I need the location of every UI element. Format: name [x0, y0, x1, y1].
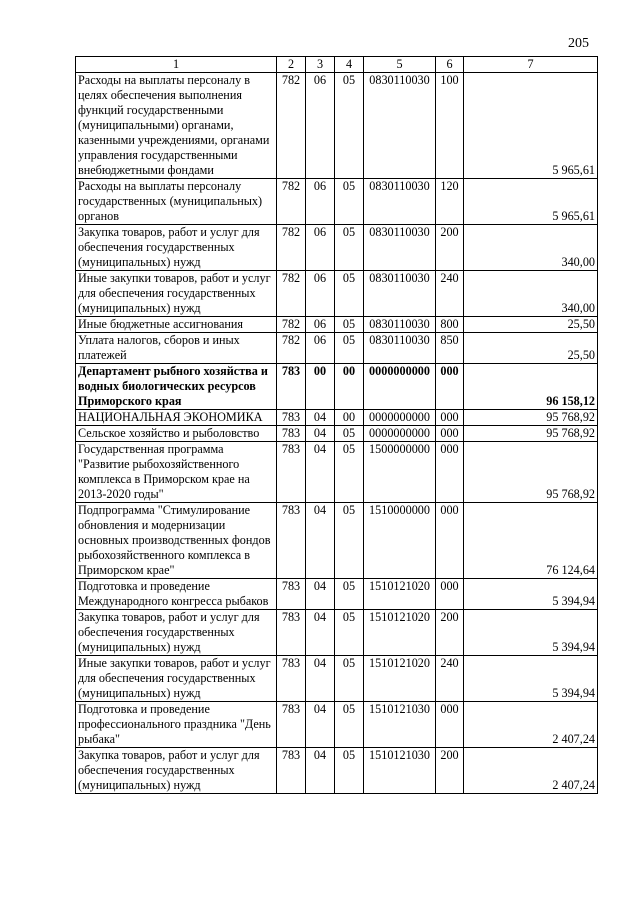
column-header-1: 1: [76, 57, 277, 73]
table-row: [76, 656, 598, 702]
row-name-cell: Департамент рыбного хозяйства и водных биологических ресурсов Приморского края: [76, 364, 277, 410]
section-code-cell: 06: [306, 73, 335, 179]
subsection-code-cell: 05: [335, 579, 364, 610]
table-header-row: [76, 57, 598, 73]
row-name-cell: Закупка товаров, работ и услуг для обеспечения государственных (муниципальных) нужд: [76, 748, 277, 794]
row-name-cell: Подготовка и проведение Международного конгресса рыбаков: [76, 579, 277, 610]
table-row: [76, 225, 598, 271]
table-row: [76, 442, 598, 503]
amount-cell: 5 394,94: [464, 579, 598, 610]
section-code-cell: 00: [306, 364, 335, 410]
row-name-cell: Иные закупки товаров, работ и услуг для обеспечения государственных (муниципальных) нужд: [76, 271, 277, 317]
expense-type-cell: 000: [436, 410, 464, 426]
ministry-code-cell: 783: [277, 610, 306, 656]
expense-type-cell: 000: [436, 579, 464, 610]
row-name-cell: Иные бюджетные ассигнования: [76, 317, 277, 333]
ministry-code-cell: 783: [277, 579, 306, 610]
table-row: [76, 364, 598, 410]
subsection-code-cell: 05: [335, 748, 364, 794]
table-row: [76, 179, 598, 225]
section-code-cell: 04: [306, 442, 335, 503]
ministry-code-cell: 783: [277, 410, 306, 426]
section-code-cell: 04: [306, 579, 335, 610]
section-code-cell: 04: [306, 503, 335, 579]
subsection-code-cell: 05: [335, 179, 364, 225]
section-code-cell: 06: [306, 225, 335, 271]
subsection-code-cell: 05: [335, 271, 364, 317]
target-article-cell: 1510121030: [364, 702, 436, 748]
ministry-code-cell: 783: [277, 442, 306, 503]
row-name-cell: Закупка товаров, работ и услуг для обеспечения государственных (муниципальных) нужд: [76, 610, 277, 656]
target-article-cell: 1500000000: [364, 442, 436, 503]
table-row: [76, 748, 598, 794]
target-article-cell: 1510121020: [364, 579, 436, 610]
target-article-cell: 0000000000: [364, 364, 436, 410]
row-name-cell: Государственная программа "Развитие рыбохозяйственного комплекса в Приморском крае на 2013-2020 годы": [76, 442, 277, 503]
amount-cell: 5 394,94: [464, 656, 598, 702]
target-article-cell: 1510000000: [364, 503, 436, 579]
ministry-code-cell: 783: [277, 426, 306, 442]
column-header-4: 4: [335, 57, 364, 73]
section-code-cell: 06: [306, 179, 335, 225]
row-name-cell: Уплата налогов, сборов и иных платежей: [76, 333, 277, 364]
row-name-cell: Сельское хозяйство и рыболовство: [76, 426, 277, 442]
table-row: [76, 271, 598, 317]
page-number: 205: [568, 36, 589, 51]
expense-type-cell: 000: [436, 364, 464, 410]
budget-table: [75, 56, 598, 794]
subsection-code-cell: 05: [335, 317, 364, 333]
table-row: [76, 579, 598, 610]
subsection-code-cell: 05: [335, 656, 364, 702]
subsection-code-cell: 05: [335, 426, 364, 442]
section-code-cell: 04: [306, 702, 335, 748]
ministry-code-cell: 782: [277, 73, 306, 179]
subsection-code-cell: 00: [335, 364, 364, 410]
table-row: [76, 410, 598, 426]
ministry-code-cell: 782: [277, 225, 306, 271]
expense-type-cell: 000: [436, 442, 464, 503]
target-article-cell: 0830110030: [364, 225, 436, 271]
amount-cell: 340,00: [464, 225, 598, 271]
subsection-code-cell: 00: [335, 410, 364, 426]
amount-cell: 5 394,94: [464, 610, 598, 656]
row-name-cell: НАЦИОНАЛЬНАЯ ЭКОНОМИКА: [76, 410, 277, 426]
expense-type-cell: 000: [436, 702, 464, 748]
amount-cell: 2 407,24: [464, 748, 598, 794]
amount-cell: 95 768,92: [464, 442, 598, 503]
section-code-cell: 04: [306, 410, 335, 426]
column-header-6: 6: [436, 57, 464, 73]
ministry-code-cell: 782: [277, 271, 306, 317]
expense-type-cell: 200: [436, 225, 464, 271]
section-code-cell: 06: [306, 333, 335, 364]
row-name-cell: Подпрограмма "Стимулирование обновления и модернизации основных производственных фондов рыбохозяйственного комплекса в Приморском крае": [76, 503, 277, 579]
amount-cell: 96 158,12: [464, 364, 598, 410]
target-article-cell: 0830110030: [364, 179, 436, 225]
ministry-code-cell: 783: [277, 702, 306, 748]
subsection-code-cell: 05: [335, 333, 364, 364]
ministry-code-cell: 783: [277, 748, 306, 794]
section-code-cell: 06: [306, 271, 335, 317]
expense-type-cell: 800: [436, 317, 464, 333]
subsection-code-cell: 05: [335, 503, 364, 579]
section-code-cell: 04: [306, 748, 335, 794]
expense-type-cell: 000: [436, 503, 464, 579]
amount-cell: 95 768,92: [464, 426, 598, 442]
section-code-cell: 04: [306, 656, 335, 702]
target-article-cell: 0830110030: [364, 317, 436, 333]
amount-cell: 76 124,64: [464, 503, 598, 579]
ministry-code-cell: 782: [277, 333, 306, 364]
expense-type-cell: 120: [436, 179, 464, 225]
target-article-cell: 1510121030: [364, 748, 436, 794]
ministry-code-cell: 782: [277, 317, 306, 333]
table-row: [76, 702, 598, 748]
column-header-2: 2: [277, 57, 306, 73]
subsection-code-cell: 05: [335, 73, 364, 179]
amount-cell: 340,00: [464, 271, 598, 317]
target-article-cell: 0830110030: [364, 271, 436, 317]
table-row: [76, 317, 598, 333]
expense-type-cell: 200: [436, 748, 464, 794]
ministry-code-cell: 782: [277, 179, 306, 225]
row-name-cell: Иные закупки товаров, работ и услуг для обеспечения государственных (муниципальных) нужд: [76, 656, 277, 702]
amount-cell: 25,50: [464, 333, 598, 364]
column-header-3: 3: [306, 57, 335, 73]
column-header-7: 7: [464, 57, 598, 73]
amount-cell: 2 407,24: [464, 702, 598, 748]
section-code-cell: 06: [306, 317, 335, 333]
table-row: [76, 73, 598, 179]
ministry-code-cell: 783: [277, 503, 306, 579]
subsection-code-cell: 05: [335, 702, 364, 748]
amount-cell: 25,50: [464, 317, 598, 333]
target-article-cell: 0000000000: [364, 410, 436, 426]
column-header-5: 5: [364, 57, 436, 73]
target-article-cell: 0000000000: [364, 426, 436, 442]
ministry-code-cell: 783: [277, 364, 306, 410]
subsection-code-cell: 05: [335, 225, 364, 271]
expense-type-cell: 100: [436, 73, 464, 179]
table-row: [76, 333, 598, 364]
table-row: [76, 426, 598, 442]
amount-cell: 95 768,92: [464, 410, 598, 426]
expense-type-cell: 240: [436, 271, 464, 317]
target-article-cell: 1510121020: [364, 656, 436, 702]
row-name-cell: Подготовка и проведение профессионального праздника "День рыбака": [76, 702, 277, 748]
row-name-cell: Расходы на выплаты персоналу государственных (муниципальных) органов: [76, 179, 277, 225]
section-code-cell: 04: [306, 610, 335, 656]
subsection-code-cell: 05: [335, 610, 364, 656]
amount-cell: 5 965,61: [464, 73, 598, 179]
expense-type-cell: 200: [436, 610, 464, 656]
ministry-code-cell: 783: [277, 656, 306, 702]
target-article-cell: 0830110030: [364, 73, 436, 179]
expense-type-cell: 850: [436, 333, 464, 364]
expense-type-cell: 000: [436, 426, 464, 442]
row-name-cell: Закупка товаров, работ и услуг для обеспечения государственных (муниципальных) нужд: [76, 225, 277, 271]
row-name-cell: Расходы на выплаты персоналу в целях обеспечения выполнения функций государственными (муниципальными) органами, казенными учреждениями, органами управления государственными внебюджетными фондами: [76, 73, 277, 179]
table-row: [76, 503, 598, 579]
table-row: [76, 610, 598, 656]
expense-type-cell: 240: [436, 656, 464, 702]
target-article-cell: 1510121020: [364, 610, 436, 656]
section-code-cell: 04: [306, 426, 335, 442]
target-article-cell: 0830110030: [364, 333, 436, 364]
subsection-code-cell: 05: [335, 442, 364, 503]
amount-cell: 5 965,61: [464, 179, 598, 225]
